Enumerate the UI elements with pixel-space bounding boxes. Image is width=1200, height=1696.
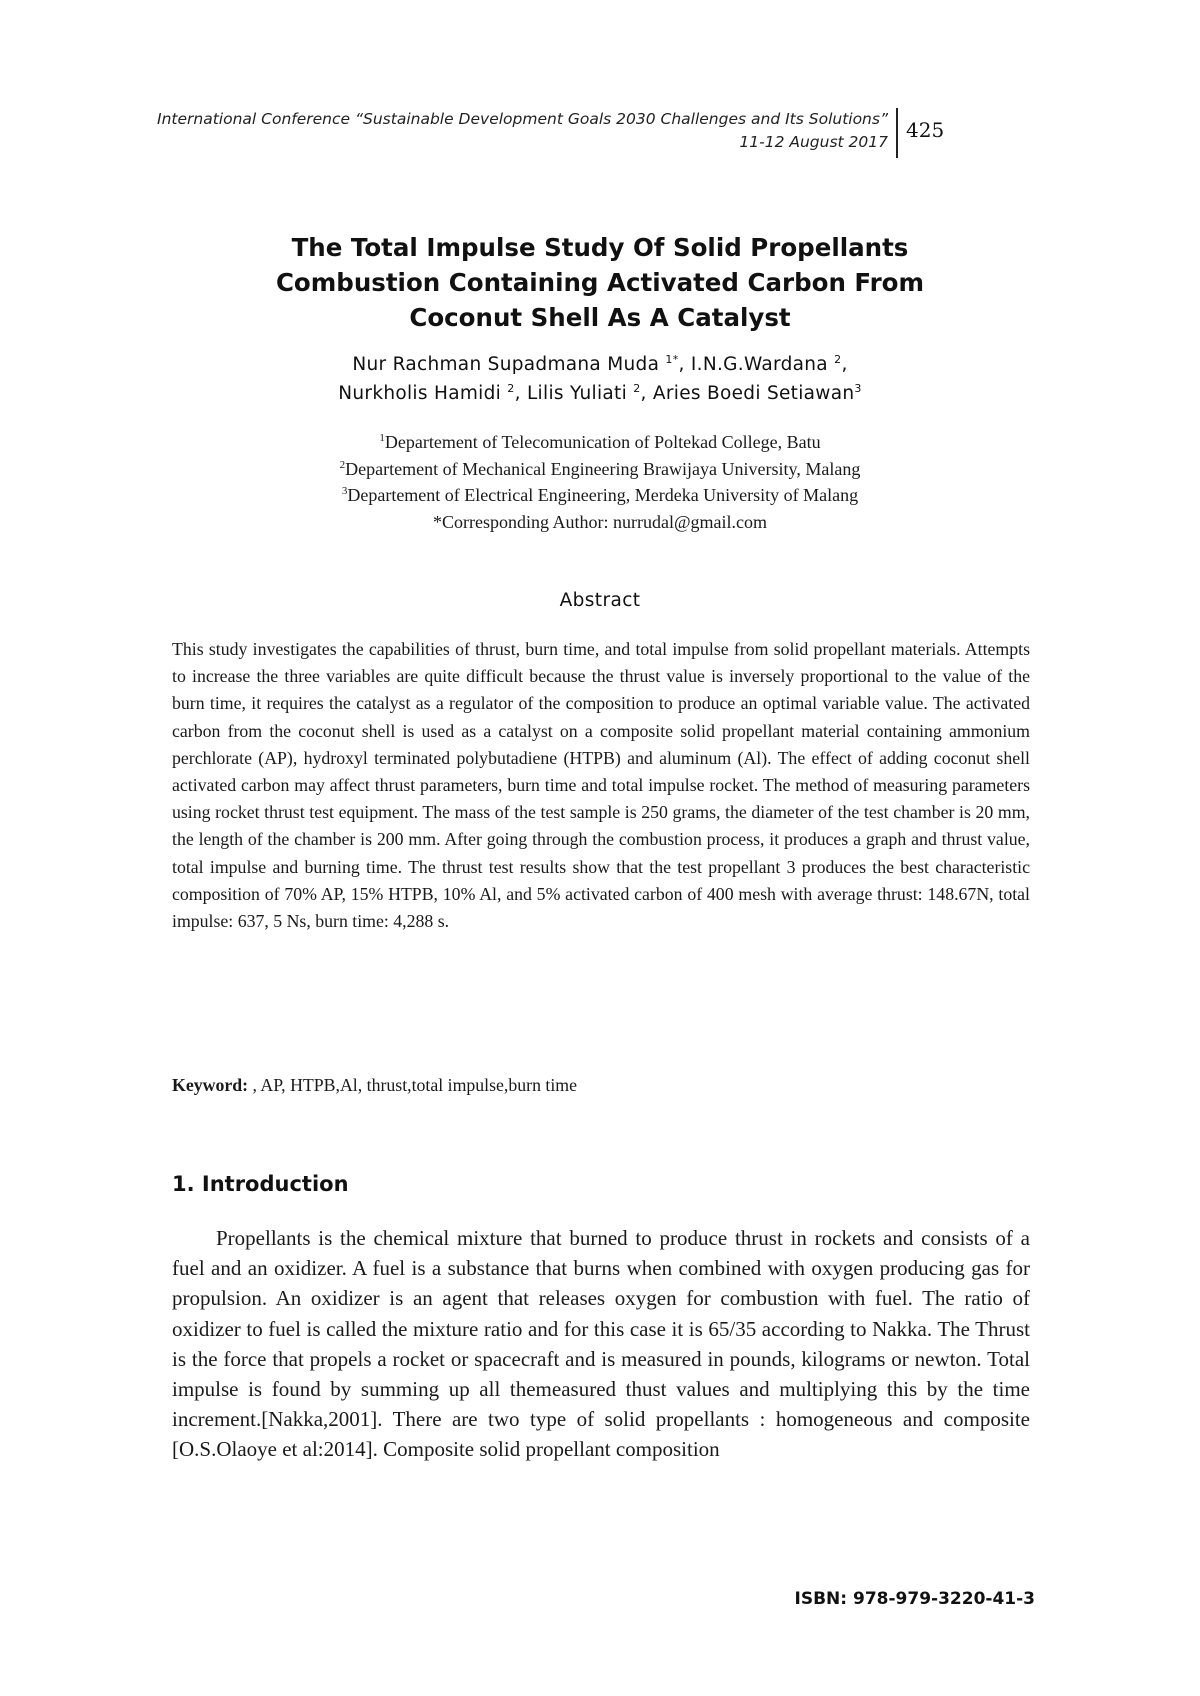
paper-title [160,230,1040,335]
author-line [160,379,1040,408]
author-affiliation-mark: 2 [507,381,515,395]
conference-header [157,108,888,154]
affiliation-mark: 1 [379,432,385,444]
author-name: Nurkholis Hamidi [338,383,508,404]
author-list [160,350,1040,408]
author-separator: , [514,383,527,404]
header-divider [896,108,898,158]
affiliation-item [160,429,1040,456]
title-line: Combustion Containing Activated Carbon From [275,268,925,297]
title-line: Coconut Shell As A Catalyst [409,303,791,332]
conference-date: 11-12 August 2017 [739,133,888,151]
author-name: I.N.G.Wardana [690,354,835,375]
affiliation-list [160,429,1040,535]
isbn-footer: ISBN: 978-979-3220-41-3 [794,1589,1035,1609]
author-affiliation-mark: 3 [854,381,862,395]
section-heading-introduction: 1. Introduction [172,1172,349,1196]
affiliation-item [160,482,1040,509]
keywords-text: , AP, HTPB,Al, thrust,total impulse,burn time [248,1075,578,1095]
author-name: Aries Boedi Setiawan [652,383,855,404]
affiliation-item [160,456,1040,483]
abstract-text: This study investigates the capabilities of thrust, burn time, and total impulse from solid propellant materials. Attempts to increase the three variables are quite difficult because the thrust value is inversely proportional to the value of the burn time, it requires the catalyst as a regulator of the composition to produce an optimal variable value. The activated carbon from the coconut shell is used as a catalyst on a composite solid propellant material containing ammonium perchlorate (AP), hydroxyl terminated polybutadiene (HTPB) and aluminum (Al). The effect of adding coconut shell activated carbon may affect thrust parameters, burn time and total impulse rocket. The method of measuring parameters using rocket thrust test equipment. The mass of the test sample is 250 grams, the diameter of the test chamber is 20 mm, the length of the chamber is 200 mm. After going through the combustion process, it produces a graph and thrust value, total impulse and burning time. The thrust test results show that the test propellant 3 produces the best characteristic composition of 70% AP, 15% HTPB, 10% Al, and 5% activated carbon of 400 mesh with average thrust: 148.67N, total impulse: 637, 5 Ns, burn time: 4,288 s. [172,639,1030,932]
affiliation-text: Departement of Mechanical Engineering Brawijaya University, Malang [345,458,861,479]
page-number: 425 [906,118,945,142]
author-name: Nur Rachman Supadmana Muda [352,354,666,375]
author-name: Lilis Yuliati [526,383,634,404]
title-line: The Total Impulse Study Of Solid Propellants [291,233,909,262]
introduction-paragraph: Propellants is the chemical mixture that burned to produce thrust in rockets and consists of a fuel and an oxidizer. A fuel is a substance that burns when combined with oxygen producing gas for propulsion. An oxidizer is an agent that releases oxygen for combustion with fuel. The ratio of oxidizer to fuel is called the mixture ratio and for this case it is 65/35 according to Nakka. The Thrust is the force that propels a rocket or spacecraft and is measured in pounds, kilograms or newton. Total impulse is found by summing up all themeasured thust values and multiplying this by the time increment.[Nakka,2001]. There are two type of solid propellants : homogeneous and composite [O.S.Olaoye et al:2014]. Composite solid propellant composition [172,1226,1030,1462]
affiliation-text: Departement of Telecomunication of Poltekad College, Batu [384,432,821,452]
keywords [172,1072,1030,1099]
author-separator: , [640,383,653,404]
affiliation-mark: 2 [339,458,346,471]
running-header [150,108,958,160]
author-affiliation-mark: 2 [834,352,842,366]
conference-name: International Conference “Sustainable Development Goals 2030 Challenges and Its Solutions” [157,110,888,128]
corresponding-author: *Corresponding Author: nurrudal@gmail.com [432,511,768,532]
author-separator: , [678,354,691,375]
affiliation-text: Departement of Electrical Engineering, Merdeka University of Malang [347,485,859,505]
affiliation-mark: 3 [341,485,348,497]
author-affiliation-mark: 1* [665,352,679,366]
author-separator: , [841,354,848,375]
author-line [160,350,1040,379]
author-affiliation-mark: 2 [633,381,641,395]
abstract-heading: Abstract [559,590,641,611]
keywords-label: Keyword: [172,1075,249,1095]
